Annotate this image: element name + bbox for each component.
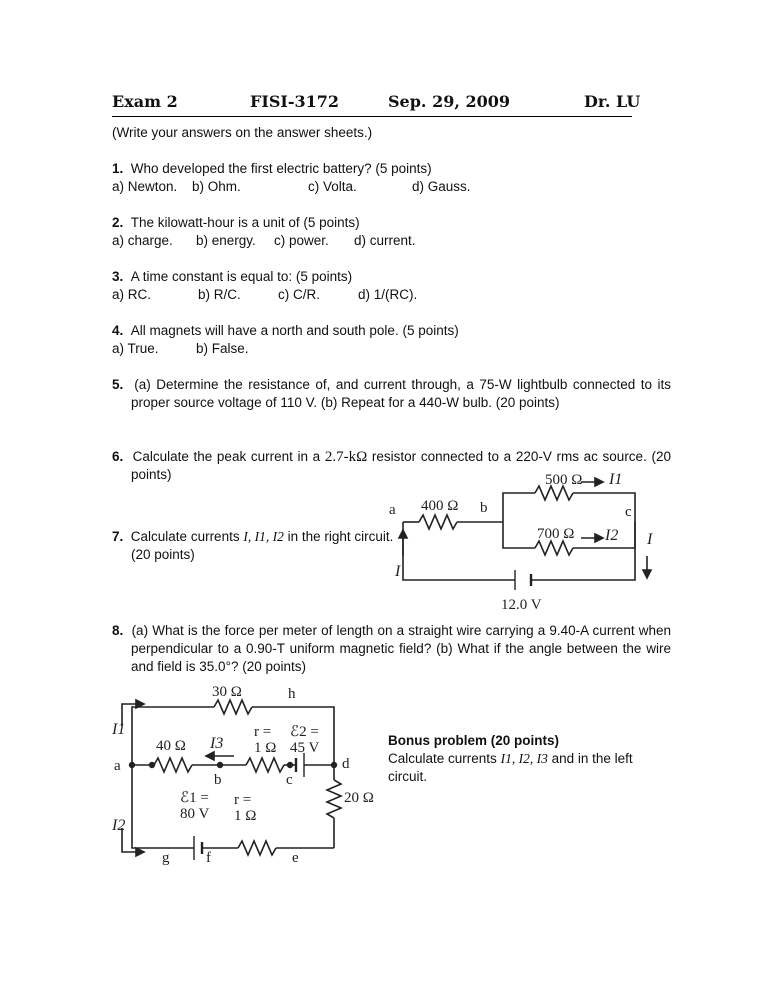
question-2: 2. The kilowatt-hour is a unit of (5 points) a) charge. b) energy. c) power. d) current. <box>112 215 416 248</box>
option: a) True. <box>112 341 159 356</box>
emf-label: 45 V <box>290 740 320 756</box>
question-5: 5. (a) Determine the resistance of, and current through, a 75-W lightbulb connected to its proper source voltage of 110 V. (b) Repeat for a 440-W bulb. (20 points) <box>112 377 671 410</box>
current-label: I2 <box>112 817 126 834</box>
bonus-text: and in the left circuit. <box>388 751 633 784</box>
question-text: Calculate currents <box>130 529 240 544</box>
instructions: (Write your answers on the answer sheets.) <box>112 125 373 140</box>
emf-label: ℰ2 = <box>290 724 319 740</box>
internal-resistance-label: r = <box>234 792 252 808</box>
node-label: b <box>480 500 488 516</box>
question-text: in the right circuit. (20 points) <box>131 529 394 562</box>
current-label: I3 <box>210 735 224 752</box>
option: c) power. <box>274 233 329 248</box>
node-label: g <box>162 850 170 866</box>
node-label: b <box>214 772 222 788</box>
question-text: Who developed the first electric battery? (5 points) <box>130 161 432 176</box>
node-label: h <box>288 686 296 702</box>
question-3: 3. A time constant is equal to: (5 points) a) RC. b) R/C. c) C/R. d) 1/(RC). <box>112 269 418 302</box>
question-text: Calculate the peak current in a <box>132 449 321 464</box>
option: b) energy. <box>196 233 256 248</box>
option: a) RC. <box>112 287 152 302</box>
exam-title: Exam 2 <box>112 92 178 111</box>
node-label: c <box>286 772 293 788</box>
resistor-label: 500 Ω <box>545 472 583 488</box>
question-text: All magnets will have a north and south pole. (5 points) <box>130 323 459 338</box>
option: c) C/R. <box>278 287 320 302</box>
resistor-label: 40 Ω <box>156 738 186 754</box>
current-variables: I1, I2, I3 <box>500 751 548 766</box>
resistor-label: 400 Ω <box>421 498 459 514</box>
current-label: I <box>395 563 401 580</box>
circuit-diagram-2 <box>110 680 374 866</box>
option: d) 1/(RC). <box>358 287 418 302</box>
node-label: f <box>206 850 211 866</box>
option: a) Newton. <box>112 179 178 194</box>
exam-date: Sep. 29, 2009 <box>388 92 510 111</box>
bonus-text: Calculate currents <box>388 751 497 766</box>
node-label: d <box>342 756 350 772</box>
question-text: A time constant is equal to: (5 points) <box>130 269 353 284</box>
question-8: 8. (a) What is the force per meter of length on a straight wire carrying a 9.40-A current when perpendicular to a 0.90-T uniform magnetic field? (b) What if the angle between the wire and field is 35.0°? (20 points) <box>112 623 671 674</box>
option: d) Gauss. <box>412 179 471 194</box>
emf-label: ℰ1 = <box>180 790 209 806</box>
option: b) False. <box>196 341 249 356</box>
bonus-title: Bonus problem (20 points) <box>388 733 560 748</box>
node-label: c <box>625 504 632 520</box>
question-4: 4. All magnets will have a north and south pole. (5 points) a) True. b) False. <box>112 323 459 356</box>
current-variables: I, I1, I2 <box>243 529 284 544</box>
option: d) current. <box>354 233 416 248</box>
resistance-value: 2.7-kΩ <box>324 449 368 465</box>
option: c) Volta. <box>308 179 357 194</box>
option: b) Ohm. <box>192 179 241 194</box>
current-label: I1 <box>609 471 623 488</box>
question-text: (a) Determine the resistance of, and current through, a 75-W lightbulb connected to its proper source voltage of 110 V. (b) Repeat for a 440-W bulb. (20 points) <box>131 377 671 410</box>
resistor-label: 30 Ω <box>212 684 242 700</box>
resistor-label: 20 Ω <box>344 790 374 806</box>
exam-header <box>112 92 641 117</box>
current-label: I1 <box>112 721 126 738</box>
circuit-diagram-1 <box>385 458 665 618</box>
node-label: a <box>114 758 121 774</box>
current-label: I <box>647 531 653 548</box>
option: a) charge. <box>112 233 173 248</box>
option: b) R/C. <box>198 287 241 302</box>
course-code: FISI-3172 <box>250 92 340 111</box>
question-1: 1. Who developed the first electric battery? (5 points) a) Newton. b) Ohm. c) Volta. d) Gauss. <box>112 161 471 194</box>
question-6: 6. Calculate the peak current in a 2.7-kΩ resistor connected to a 220-V rms ac source. (20 points) <box>112 449 671 482</box>
node-label: a <box>389 502 396 518</box>
question-7: 7. Calculate currents I, I1, I2 in the right circuit. (20 points) <box>112 529 394 562</box>
internal-resistance-label: 1 Ω <box>234 808 257 824</box>
current-label: I2 <box>605 527 619 544</box>
battery-label: 12.0 V <box>501 597 542 613</box>
node-label: e <box>292 850 299 866</box>
question-text: resistor connected to a 220-V rms ac source. (20 points) <box>131 449 671 482</box>
bonus-problem <box>388 732 658 786</box>
emf-label: 80 V <box>180 806 210 822</box>
resistor-label: 700 Ω <box>537 526 575 542</box>
question-text: The kilowatt-hour is a unit of (5 points) <box>130 215 360 230</box>
internal-resistance-label: r = <box>254 724 272 740</box>
question-text: (a) What is the force per meter of length on a straight wire carrying a 9.40-A current when perpendicular to a 0.90-T uniform magnetic field? (b) What if the angle between the wire and field is 35.0°? (20 points) <box>131 623 671 674</box>
internal-resistance-label: 1 Ω <box>254 740 277 756</box>
instructor-name: Dr. LU <box>584 92 641 111</box>
